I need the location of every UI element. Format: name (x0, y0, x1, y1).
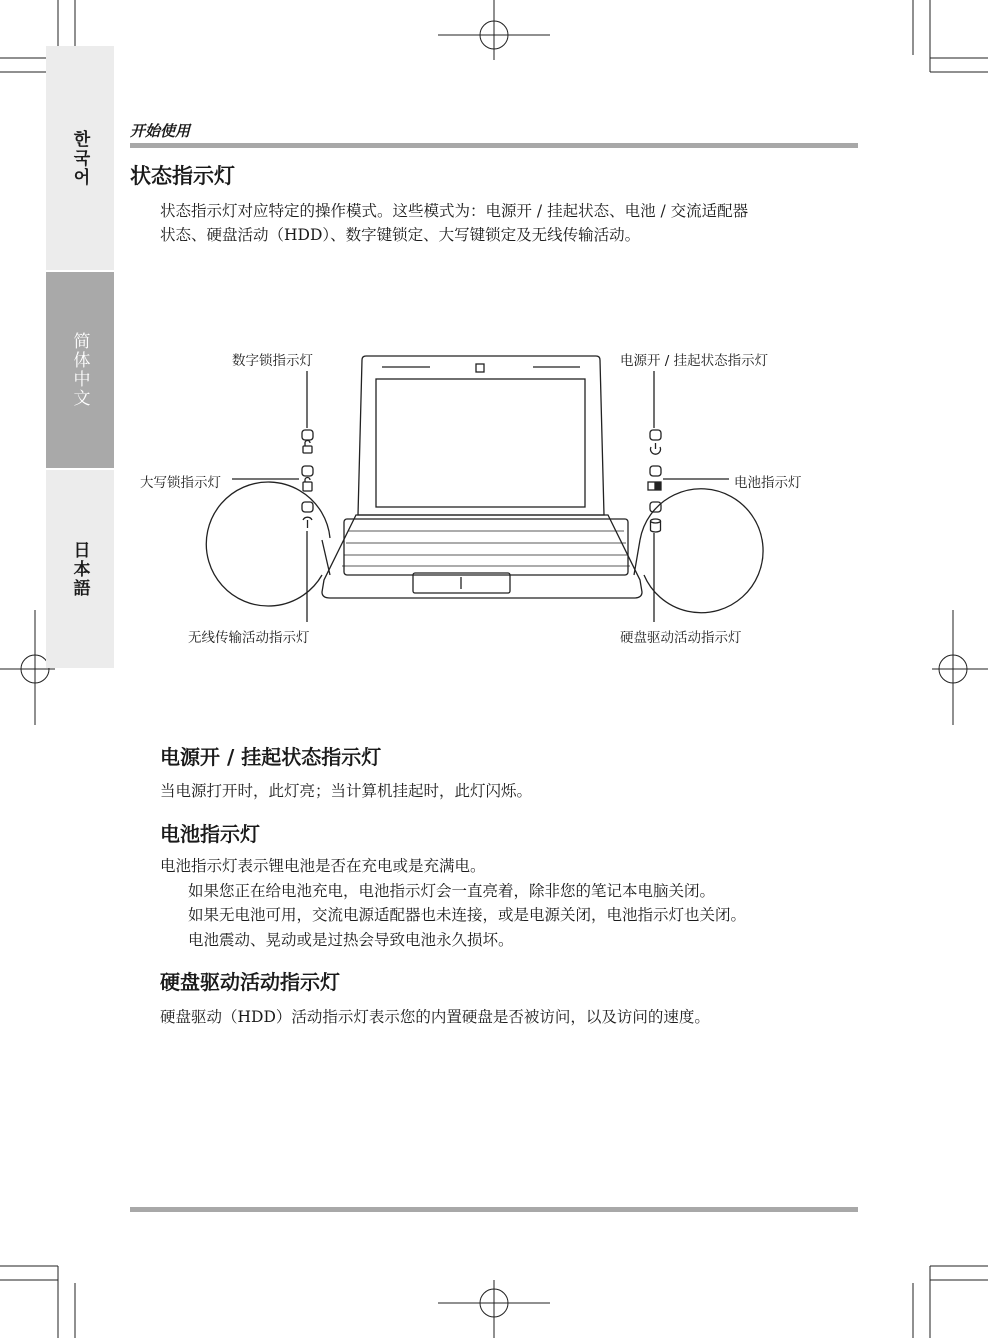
tab-simplified-chinese-label: 简体中文 (69, 332, 90, 408)
tab-korean[interactable] (46, 46, 114, 270)
intro-line-2: 状态、硬盘活动（HDD）、数字键锁定、大写键锁定及无线传输活动。 (160, 226, 641, 244)
battery-text: 电池指示灯表示锂电池是否在充电或是充满电。 (160, 857, 486, 875)
battery-heading: 电池指示灯 (160, 822, 260, 846)
hdd-heading: 硬盘驱动活动指示灯 (160, 970, 340, 994)
footer-divider (130, 1207, 858, 1212)
battery-label: 电池指示灯 (734, 475, 802, 491)
battery-bullet-1: 如果您正在给电池充电，电池指示灯会一直亮着，除非您的笔记本电脑关闭。 (188, 882, 716, 900)
battery-bullet-3: 电池震动、晃动或是过热会导致电池永久损坏。 (188, 931, 514, 949)
tab-korean-label: 한국어 (69, 129, 90, 187)
num-lock-label: 数字锁指示灯 (232, 353, 313, 369)
power-label: 电源开 / 挂起状态指示灯 (620, 353, 769, 369)
caps-lock-label: 大写锁指示灯 (140, 475, 221, 491)
wireless-label: 无线传输活动指示灯 (188, 630, 310, 646)
hdd-text: 硬盘驱动（HDD）活动指示灯表示您的内置硬盘是否被访问，以及访问的速度。 (160, 1008, 710, 1026)
power-heading: 电源开 / 挂起状态指示灯 (160, 745, 382, 769)
laptop-diagram (0, 330, 988, 660)
hdd-label: 硬盘驱动活动指示灯 (620, 630, 742, 646)
intro-line-1: 状态指示灯对应特定的操作模式。这些模式为：电源开 / 挂起状态、电池 / 交流适配器 (160, 202, 749, 220)
page-title: 状态指示灯 (130, 164, 235, 188)
power-text: 当电源打开时，此灯亮；当计算机挂起时，此灯闪烁。 (160, 782, 533, 800)
tab-japanese-label: 日本語 (69, 540, 90, 598)
header-divider (130, 143, 858, 148)
battery-bullet-2: 如果无电池可用，交流电源适配器也未连接，或是电源关闭，电池指示灯也关闭。 (188, 906, 747, 924)
section-header: 开始使用 (130, 122, 191, 140)
